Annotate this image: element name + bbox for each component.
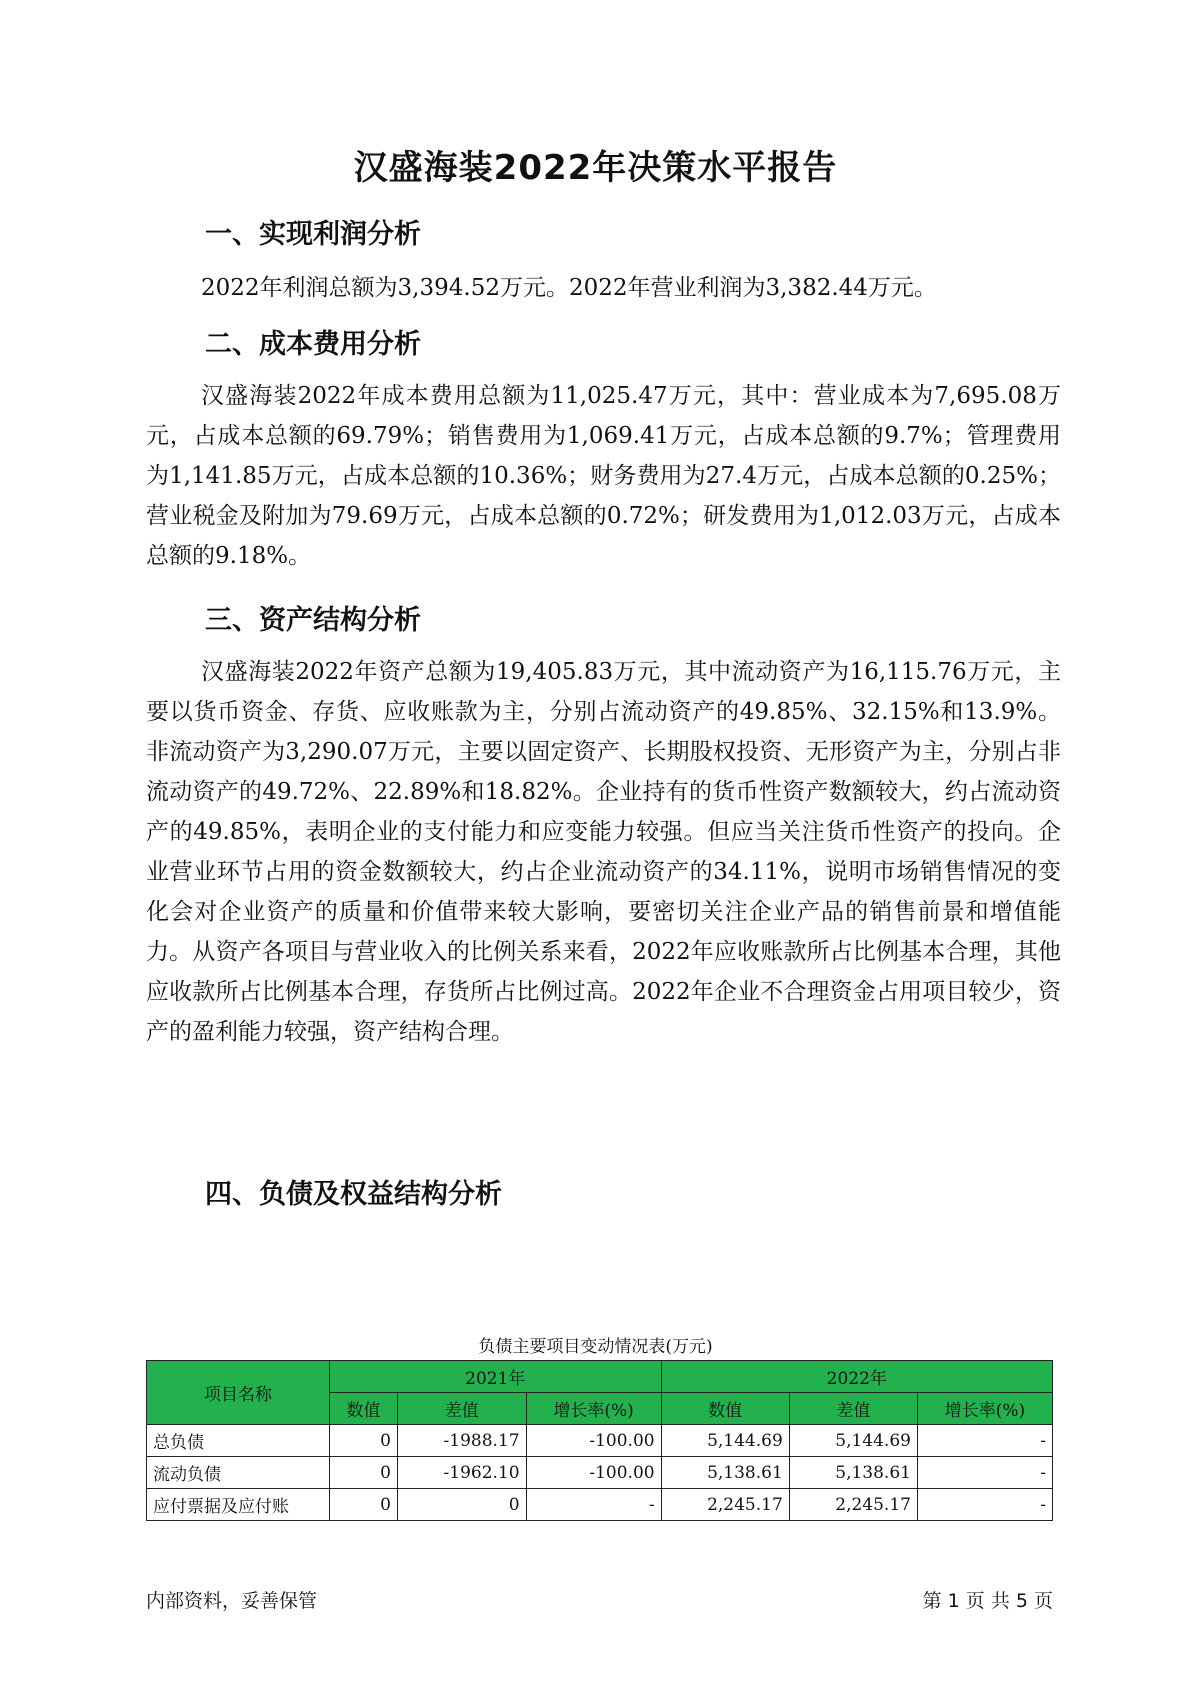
table-cell: -: [917, 1457, 1052, 1489]
section-heading-cost: 二、成本费用分析: [205, 329, 421, 360]
year-2021-header: 2021年: [330, 1361, 662, 1393]
table-cell: -100.00: [526, 1457, 661, 1489]
table-cell: 2,245.17: [789, 1489, 917, 1521]
section-heading-profit: 一、实现利润分析: [205, 219, 421, 250]
column-header: 增长率(%): [917, 1393, 1052, 1425]
column-header: 增长率(%): [526, 1393, 661, 1425]
table-cell: 0: [330, 1457, 398, 1489]
section-heading-assets: 三、资产结构分析: [205, 605, 421, 636]
column-header: 数值: [330, 1393, 398, 1425]
table-cell: 0: [330, 1425, 398, 1457]
table-cell: 2,245.17: [661, 1489, 789, 1521]
table-row: [147, 1489, 1053, 1521]
column-header: 数值: [661, 1393, 789, 1425]
row-name: 应付票据及应付账: [147, 1489, 330, 1521]
section-paragraph-profit: 2022年利润总额为3,394.52万元。2022年营业利润为3,382.44万元。: [201, 275, 937, 301]
table-cell: -1988.17: [397, 1425, 526, 1457]
section-paragraph-assets: 汉盛海装2022年资产总额为19,405.83万元，其中流动资产为16,115.76万元，主要以货币资金、存货、应收账款为主，分别占流动资产的49.85%、32.15%和13.9%。非流动资产为3,290.07万元，主要以固定资产、长期股权投资、无形资产为主，分别占非流动资产的49.72%、22.89%和18.82%。企业持有的货币性资产数额较大，约占流动资产的49.85%，表明企业的支付能力和应变能力较强。但应当关注货币性资产的投向。企业营业环节占用的资金数额较大，约占企业流动资产的34.11%，说明市场销售情况的变化会对企业资产的质量和价值带来较大影响，要密切关注企业产品的销售前景和增值能力。从资产各项目与营业收入的比例关系来看，2022年应收账款所占比例基本合理，其他应收款所占比例基本合理，存货所占比例过高。2022年企业不合理资金占用项目较少，资产的盈利能力较强，资产结构合理。: [146, 659, 1061, 1045]
table-cell: -: [526, 1489, 661, 1521]
table-cell: 5,138.61: [789, 1457, 917, 1489]
table-caption: 负债主要项目变动情况表(万元): [478, 1337, 713, 1357]
item-name-header: 项目名称: [147, 1361, 330, 1425]
footer-confidential-note: 内部资料，妥善保管: [146, 1590, 318, 1612]
liabilities-table: [146, 1360, 1053, 1521]
table-cell: -1962.10: [397, 1457, 526, 1489]
column-header: 差值: [397, 1393, 526, 1425]
row-name: 流动负债: [147, 1457, 330, 1489]
table-header-row: [147, 1361, 1053, 1393]
footer-page-number: 第 1 页 共 5 页: [922, 1590, 1053, 1612]
table-row: [147, 1457, 1053, 1489]
table-cell: -: [917, 1489, 1052, 1521]
year-2022-header: 2022年: [661, 1361, 1052, 1393]
row-name: 总负债: [147, 1425, 330, 1457]
section-heading-liabilities: 四、负债及权益结构分析: [205, 1179, 502, 1210]
column-header: 差值: [789, 1393, 917, 1425]
table-row: [147, 1425, 1053, 1457]
section-paragraph-cost: 汉盛海装2022年成本费用总额为11,025.47万元，其中：营业成本为7,695.08万元，占成本总额的69.79%；销售费用为1,069.41万元，占成本总额的9.7%；管理费用为1,141.85万元，占成本总额的10.36%；财务费用为27.4万元，占成本总额的0.25%；营业税金及附加为79.69万元，占成本总额的0.72%；研发费用为1,012.03万元，占成本总额的9.18%。: [146, 383, 1061, 569]
table-cell: 5,138.61: [661, 1457, 789, 1489]
table-cell: -100.00: [526, 1425, 661, 1457]
page-title: 汉盛海装2022年决策水平报告: [353, 148, 838, 188]
table-cell: -: [917, 1425, 1052, 1457]
table-cell: 5,144.69: [789, 1425, 917, 1457]
table-cell: 0: [330, 1489, 398, 1521]
table-cell: 0: [397, 1489, 526, 1521]
table-cell: 5,144.69: [661, 1425, 789, 1457]
